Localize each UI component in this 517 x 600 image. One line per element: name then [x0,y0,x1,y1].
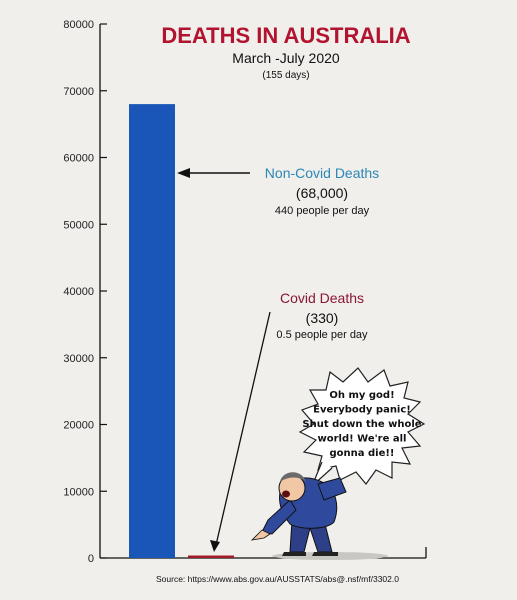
y-tick-label: 60000 [63,152,94,165]
speech-bubble-line: Shut down the whole [302,419,422,430]
figure-mouth [282,491,290,498]
y-tick-label: 30000 [63,352,94,365]
chart-period-note: (155 days) [262,70,310,81]
y-tick-label: 10000 [63,486,94,499]
chart-title: DEATHS IN AUSTRALIA [161,23,411,48]
source-note: Source: https://www.abs.gov.au/AUSSTATS/abs@.nsf/mf/3302.0 [156,574,399,584]
speech-bubble-line: world! We're all [317,433,407,445]
y-tick-label: 20000 [63,419,94,432]
speech-bubble-line: Oh my god! [329,390,395,401]
chart-subtitle: March -July 2020 [232,50,340,66]
covid-rate: 0.5 people per day [276,329,368,341]
y-tick-label: 50000 [63,219,94,232]
covid-arrow-line [216,312,270,545]
non-covid-arrow-head [177,168,190,178]
speech-bubble-line: Everybody panic! [313,404,411,416]
covid-label: Covid Deaths [279,290,365,306]
cartoon-figure [252,472,388,560]
covid-arrow-head [210,540,220,552]
non-covid-label: Non-Covid Deaths [264,165,380,181]
covid-value: (330) [305,310,339,326]
non-covid-value: (68,000) [295,185,349,201]
y-tick-label: 70000 [63,85,94,98]
y-tick-label: 0 [87,553,94,565]
speech-bubble-line: gonna die!! [329,448,395,459]
non-covid-rate: 440 people per day [274,205,370,217]
bar-non-covid-deaths [129,104,175,558]
y-tick-label: 40000 [63,286,94,298]
speech-bubble [300,368,424,486]
y-tick-label: 80000 [63,19,94,31]
bar-covid-deaths [188,556,234,559]
